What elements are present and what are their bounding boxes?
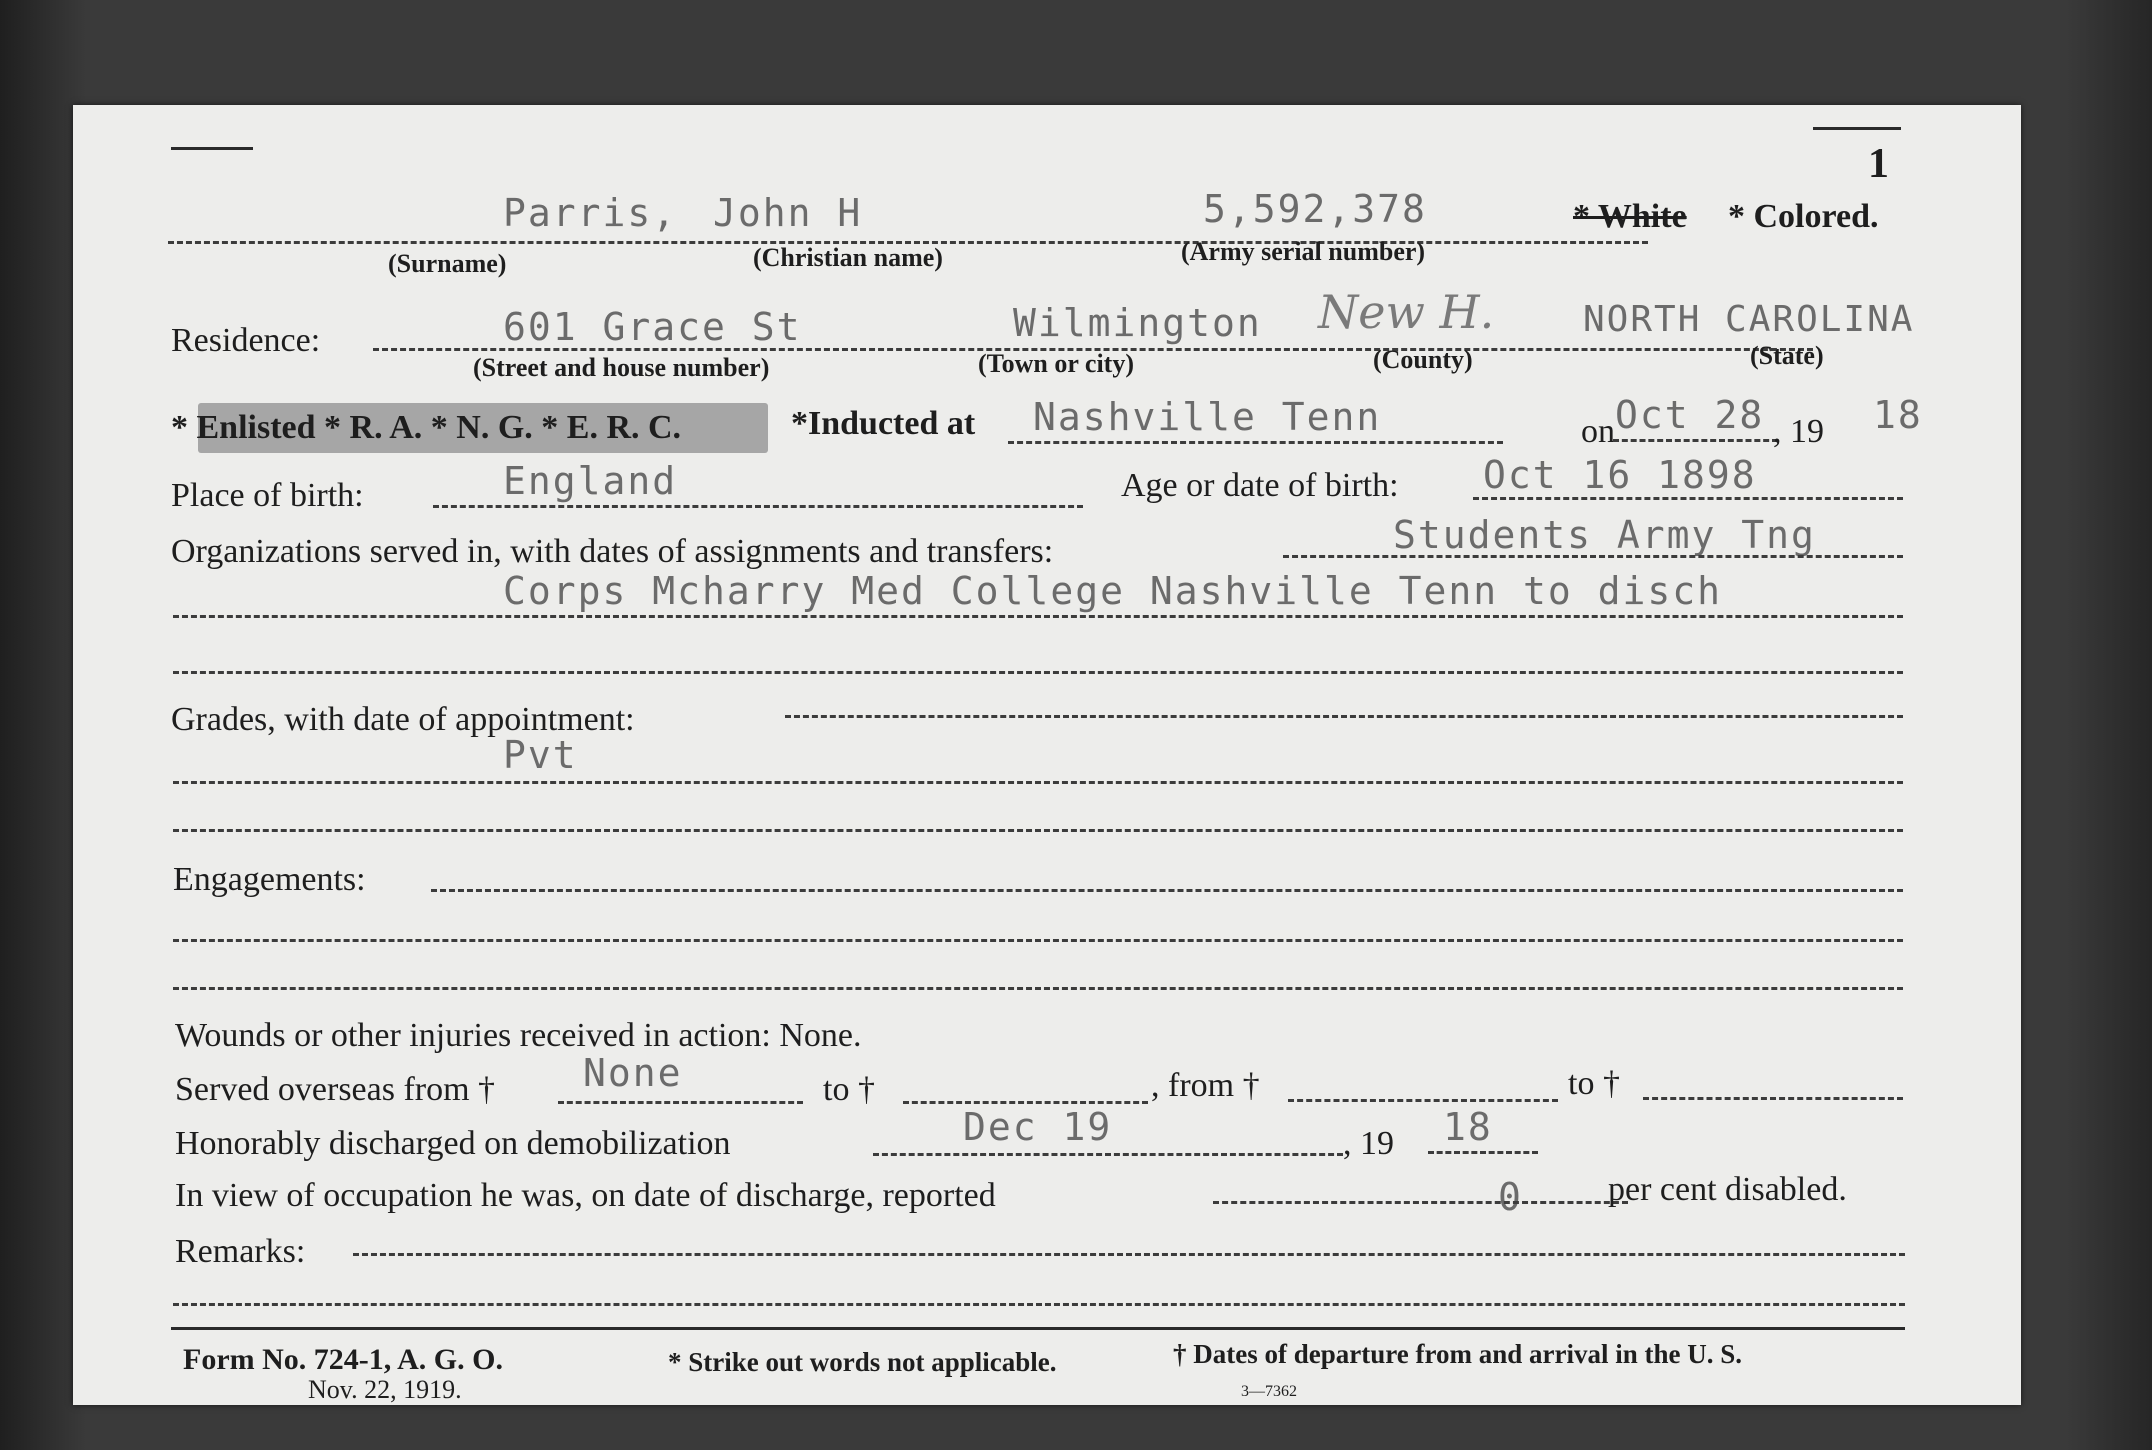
town-caption: (Town or city) — [978, 349, 1134, 378]
state-value: NORTH CAROLINA — [1583, 299, 1915, 340]
form-number: Form No. 724-1, A. G. O. — [183, 1343, 503, 1376]
engagements-line3 — [173, 987, 1903, 990]
grades-line1 — [785, 715, 1903, 718]
organizations-label: Organizations served in, with dates of assignments and transfers: — [171, 533, 1054, 570]
county-value: New H. — [1318, 285, 1495, 339]
wounds-label: Wounds or other injuries received in action: None. — [175, 1017, 862, 1054]
service-record-card — [73, 105, 2021, 1405]
on-label: on — [1581, 413, 1615, 450]
overseas-to1-label: to † — [823, 1071, 875, 1108]
overseas-to2-line — [1643, 1097, 1903, 1100]
overseas-to2-label: to † — [1568, 1065, 1620, 1102]
induction-place-value: Nashville Tenn — [1033, 395, 1382, 439]
place-of-birth-label: Place of birth: — [171, 477, 364, 514]
induction-place-line — [1008, 441, 1503, 444]
overseas-from2-label: , from † — [1151, 1067, 1260, 1104]
organizations-line2-value: Corps Mcharry Med College Nashville Tenn to disch — [503, 569, 1723, 613]
date-of-birth-line — [1473, 497, 1903, 500]
discharge-date-line — [873, 1153, 1343, 1156]
disability-line — [1213, 1201, 1628, 1204]
form-date: Nov. 22, 1919. — [308, 1375, 462, 1404]
overseas-from-value: None — [583, 1051, 683, 1095]
grades-value: Pvt — [503, 733, 578, 777]
serial-number-value: 5,592,378 — [1203, 187, 1427, 231]
enlisted-label: * Enlisted * R. A. * N. G. * E. R. C. — [171, 409, 682, 446]
age-label: Age or date of birth: — [1121, 467, 1399, 504]
grades-line3 — [173, 829, 1903, 832]
white-label — [1573, 198, 1687, 236]
street-value: 601 Grace St — [503, 305, 802, 349]
remarks-label: Remarks: — [175, 1233, 306, 1270]
remarks-line1 — [353, 1253, 1905, 1256]
discharge-year-prefix: , 19 — [1343, 1125, 1394, 1162]
county-caption: (County) — [1373, 345, 1473, 374]
discharge-date-value: Dec 19 — [963, 1105, 1113, 1149]
organizations-line1 — [1283, 555, 1903, 558]
disability-suffix: per cent disabled. — [1608, 1171, 1847, 1208]
surname-value: Parris, — [503, 191, 678, 235]
discharge-year-value: 18 — [1443, 1105, 1493, 1149]
overseas-to1-line — [903, 1101, 1148, 1104]
footer-rule — [171, 1327, 1905, 1330]
christian-name-caption: (Christian name) — [753, 243, 943, 272]
overseas-from2-line — [1288, 1099, 1558, 1102]
organizations-line2 — [173, 615, 1903, 618]
place-of-birth-value: England — [503, 459, 678, 503]
grades-line2 — [173, 781, 1903, 784]
discharge-year-line — [1428, 1151, 1538, 1154]
surname-caption: (Surname) — [388, 249, 507, 278]
engagements-line2 — [173, 939, 1903, 942]
inducted-label: *Inducted at — [791, 405, 976, 442]
discharge-label: Honorably discharged on demobilization — [175, 1125, 731, 1162]
colored-label: * Colored. — [1728, 198, 1879, 235]
induction-year-prefix: , 19 — [1773, 413, 1824, 450]
print-code: 3—7362 — [1241, 1383, 1297, 1400]
grades-label: Grades, with date of appointment: — [171, 701, 635, 738]
place-of-birth-line — [433, 505, 1083, 508]
strike-note: * Strike out words not applicable. — [668, 1347, 1057, 1377]
organizations-line3 — [173, 671, 1903, 674]
induction-year-value: 18 — [1873, 393, 1923, 437]
residence-label: Residence: — [171, 322, 321, 359]
disability-value: 0 — [1498, 1175, 1523, 1219]
overseas-from-label: Served overseas from † — [175, 1071, 496, 1108]
page-number: 1 — [1868, 141, 1889, 187]
date-of-birth-value: Oct 16 1898 — [1483, 453, 1757, 497]
induction-date-line — [1613, 439, 1778, 442]
dagger-note: † Dates of departure from and arrival in the U. S. — [1173, 1339, 1742, 1369]
remarks-line2 — [173, 1303, 1905, 1306]
town-value: Wilmington — [1013, 301, 1262, 345]
state-caption: (State) — [1750, 341, 1824, 370]
engagements-label: Engagements: — [173, 861, 366, 898]
disability-label: In view of occupation he was, on date of discharge, reported — [175, 1177, 996, 1214]
engagements-line1 — [431, 889, 1903, 892]
white-option: * White — [1573, 198, 1687, 235]
top-right-rule — [1813, 127, 1901, 130]
street-caption: (Street and house number) — [473, 353, 770, 382]
overseas-from-line — [558, 1101, 803, 1104]
induction-date-value: Oct 28 — [1615, 393, 1765, 437]
christian-name-value: John H — [713, 191, 863, 235]
top-left-rule — [171, 147, 253, 150]
serial-caption: (Army serial number) — [1181, 237, 1426, 266]
organizations-line1-value: Students Army Tng — [1393, 513, 1816, 557]
